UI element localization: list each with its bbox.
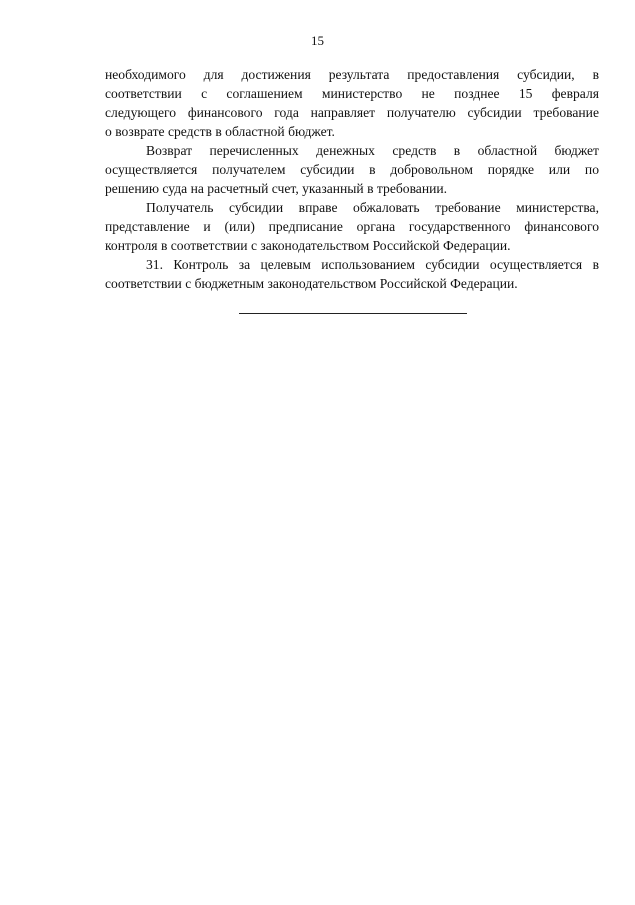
text-line: Возврат перечисленных денежных средств в областной бюджет — [146, 143, 599, 158]
text-line: соответствии с соглашением министерство не позднее 15 февраля — [105, 86, 599, 101]
text-line: решению суда на расчетный счет, указанный в требовании. — [105, 181, 448, 196]
document-body — [105, 65, 599, 293]
text-line: о возврате средств в областной бюджет. — [105, 124, 335, 139]
text-line: следующего финансового года направляет получателю субсидии требование — [105, 105, 599, 120]
text-line: контроля в соответствии с законодательством Российской Федерации. — [105, 238, 511, 253]
page-number: 15 — [311, 33, 324, 48]
text-line: 31. Контроль за целевым использованием субсидии осуществляется в — [146, 257, 599, 272]
paragraph-section-31 — [105, 255, 599, 293]
paragraph-refund-procedure — [105, 141, 599, 198]
text-line: Получатель субсидии вправе обжаловать требование министерства, — [146, 200, 599, 215]
paragraph-refund-deadline — [105, 65, 599, 141]
text-line: соответствии с бюджетным законодательством Российской Федерации. — [105, 276, 518, 291]
text-line: осуществляется получателем субсидии в добровольном порядке или по — [105, 162, 599, 177]
text-line: необходимого для достижения результата предоставления субсидии, в — [105, 67, 599, 82]
paragraph-appeal-right — [105, 198, 599, 255]
text-line: представление и (или) предписание органа государственного финансового — [105, 219, 599, 234]
closing-divider — [239, 313, 467, 314]
